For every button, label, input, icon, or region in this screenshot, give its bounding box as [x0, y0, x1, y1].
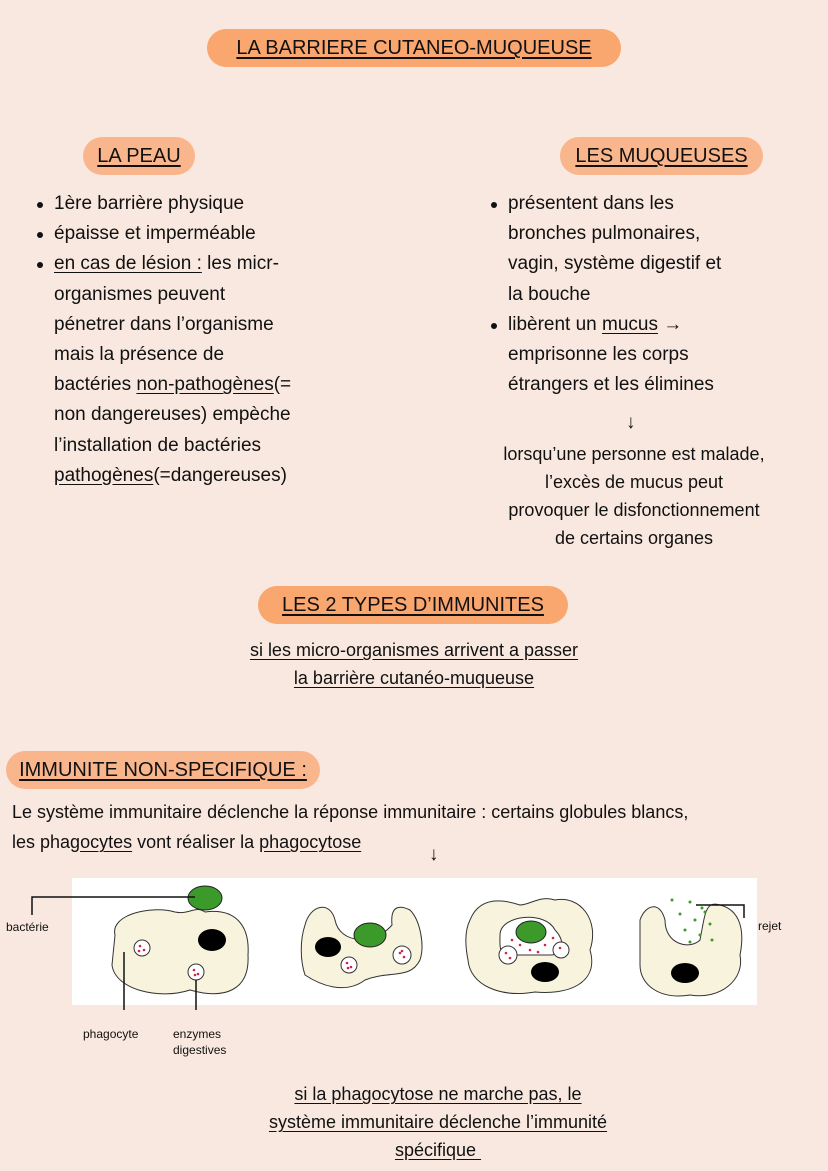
text: emprisonne les corps	[508, 344, 689, 366]
list-item: présentent dans les	[508, 189, 721, 219]
text: de certains organes	[554, 528, 714, 548]
text: enzymes	[173, 1027, 222, 1041]
text-line	[54, 370, 291, 400]
heading-la-peau: LA PEAU	[83, 137, 195, 175]
text: bronches pulmonaires,	[508, 223, 701, 245]
nucleus	[671, 963, 699, 983]
conclusion	[188, 1080, 688, 1164]
bacteria	[354, 923, 386, 947]
heading-les-muqueuses: LES MUQUEUSES	[560, 137, 763, 175]
text: les phag	[12, 832, 81, 853]
label-bacterie: bactérie	[6, 920, 49, 934]
arrow-down-icon: ↓	[429, 844, 439, 865]
heading-non-specifique: IMMUNITE NON-SPECIFIQUE :	[6, 751, 320, 789]
phagocytose: phagocytose	[259, 832, 362, 853]
text: l’excès de mucus peut	[544, 472, 724, 492]
text: organismes peuvent	[54, 283, 226, 305]
list-item	[508, 310, 721, 340]
text: si les micro-organismes arrivent a passer	[249, 640, 579, 660]
text-line	[12, 827, 688, 857]
text: lorsqu’une personne est malade,	[503, 444, 765, 464]
non-pathogenes: non-pathogènes	[136, 374, 274, 396]
text: la barrière cutanéo-muqueuse	[293, 668, 535, 688]
text: spécifique	[394, 1140, 482, 1160]
phagocytosis-diagram	[0, 870, 828, 1010]
phagocytes: ocytes	[80, 832, 133, 853]
enzyme-vesicle	[553, 942, 569, 958]
text: provoquer le disfonctionnement	[508, 500, 760, 520]
text: digestives	[173, 1043, 227, 1057]
list-item: 1ère barrière physique	[54, 189, 291, 219]
non-specifique-text	[12, 797, 688, 857]
page-title: LA BARRIERE CUTANEO-MUQUEUSE	[207, 29, 621, 67]
text: bactéries	[54, 374, 137, 396]
enzyme-vesicle	[393, 946, 411, 964]
label-enzymes	[173, 1026, 226, 1058]
nucleus	[315, 937, 341, 957]
arrow-down-icon: ↓	[626, 412, 636, 433]
arrow-right-icon: →	[663, 313, 683, 335]
text: la bouche	[508, 283, 591, 305]
text: pénetrer dans l’organisme	[54, 313, 274, 335]
nucleus	[198, 929, 226, 951]
text: libèrent un	[508, 313, 603, 335]
text: mais la présence de	[54, 344, 225, 366]
muqueuses-note	[474, 440, 794, 552]
text: les micr-	[201, 253, 279, 275]
heading-immunites: LES 2 TYPES D’IMMUNITES	[258, 586, 568, 624]
list-item: épaisse et imperméable	[54, 219, 291, 249]
text-line	[54, 461, 291, 491]
peau-list	[54, 189, 291, 491]
phagocyte-cell-1	[112, 909, 248, 993]
enzyme-vesicle	[341, 957, 357, 973]
text: Le système immunitaire déclenche la réponse immunitaire : certains globules blancs,	[12, 802, 689, 822]
immunites-subtitle	[164, 636, 664, 692]
text: vagin, système digestif et	[508, 253, 722, 275]
lesion-label: en cas de lésion :	[54, 253, 202, 275]
text: (=dangereuses)	[153, 464, 287, 486]
text: système immunitaire déclenche l’immunité	[268, 1112, 608, 1132]
label-rejet: rejet	[758, 919, 782, 933]
mucus: mucus	[602, 313, 658, 335]
nucleus	[531, 962, 559, 982]
pathogenes: pathogènes	[54, 464, 154, 486]
text: non dangereuses) empèche	[54, 404, 291, 426]
bacteria	[516, 921, 546, 943]
muqueuses-list	[508, 189, 721, 400]
text: (=	[273, 374, 292, 396]
text: l’installation de bactéries	[54, 434, 262, 456]
enzyme-vesicle	[134, 940, 150, 956]
text: vont réaliser la	[132, 832, 260, 853]
label-phagocyte: phagocyte	[83, 1027, 139, 1041]
enzyme-vesicle	[188, 964, 204, 980]
enzyme-vesicle	[499, 946, 517, 964]
text: si la phagocytose ne marche pas, le	[294, 1084, 582, 1104]
list-item	[54, 249, 291, 279]
text: étrangers et les élimines	[508, 374, 714, 396]
bacteria	[188, 886, 222, 910]
